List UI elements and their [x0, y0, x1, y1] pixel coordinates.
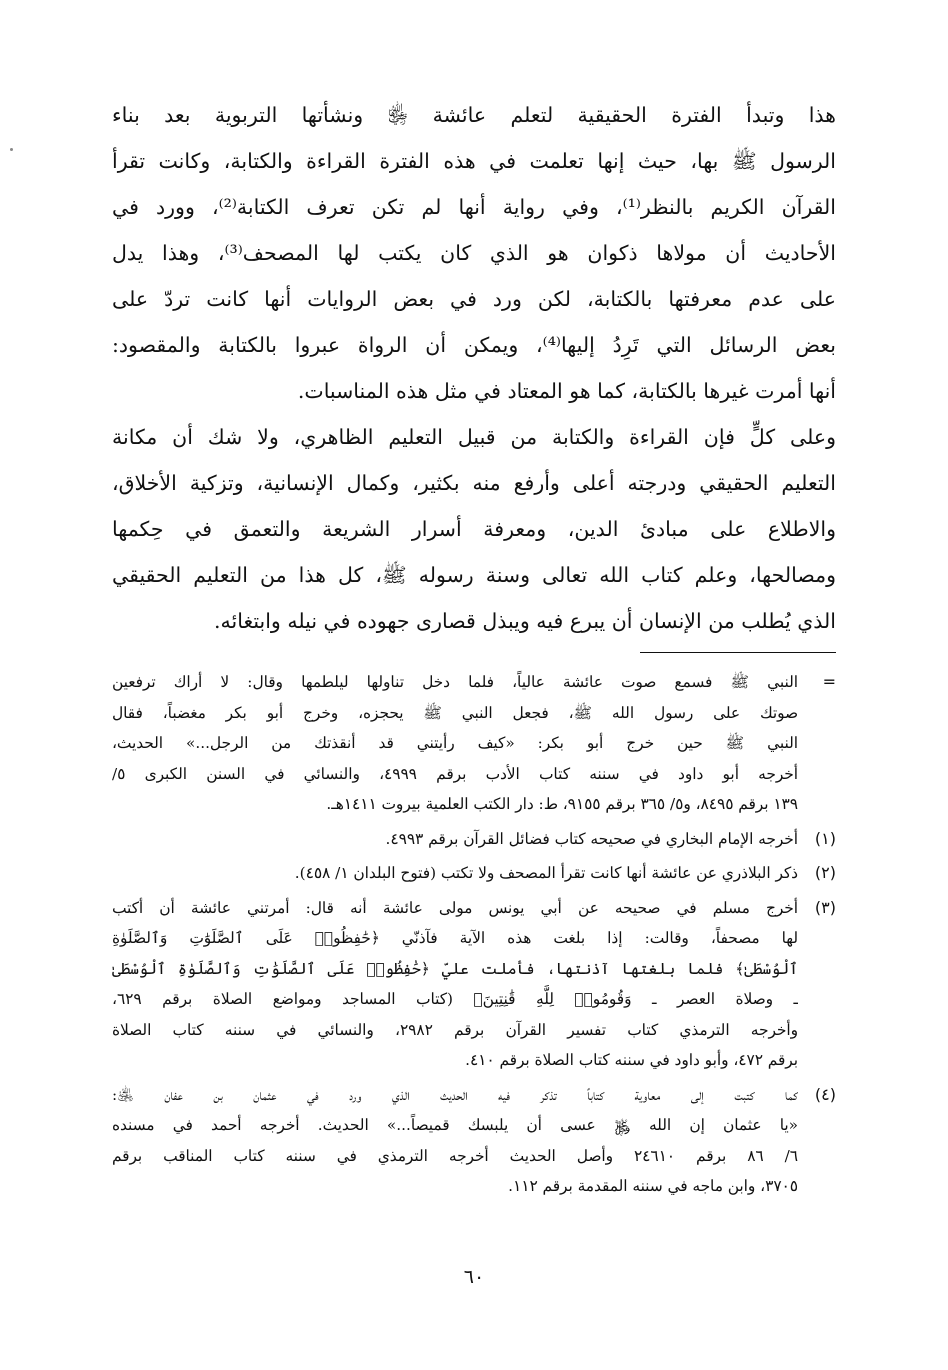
footnote-line: «يا عثمان إن الله ﷿ عسى أن يلبسك قميصاً...» الحديث. أخرجه أحمد في مسنده: [112, 1116, 798, 1134]
page-number: ٦٠: [463, 1266, 485, 1288]
footnote-line: ٣٧٠٥، وابن ماجه في سننه المقدمة برقم ١١٢.: [508, 1177, 798, 1195]
footnote-number: (٤): [814, 1084, 836, 1104]
text-line: بعض الرسائل التي تَرِدُ إليها⁽⁴⁾، ويمكن أن الرواة عبروا بالكتابة والمقصود:: [112, 333, 836, 357]
footnote-line: ١٣٩ برقم ٨٤٩٥، و٥/ ٣٦٥ برقم ٩١٥٥، ط: دار الكتب العلمية بيروت ١٤١١هـ.: [326, 795, 798, 813]
scan-speck: [10, 148, 13, 151]
footnote-line: النبي ﷺ فسمع صوت عائشة عالياً، فلما دخل تناولها ليلطمها وقال: لا أراك ترفعين: [112, 673, 798, 691]
text-line: أنها أمرت غيرها بالكتابة، كما هو المعتاد في مثل هذه المناسبات.: [297, 379, 836, 403]
footnote-line: صوتك على رسول الله ﷺ، فجعل النبي ﷺ يحجزه، وخرج أبو بكر مغضباً، فقال: [112, 703, 798, 722]
footnote-line: ـ وصلاة العصر ـ وَقُومُوا۟ لِلَّهِ قَٰنِتِينَ﴾ (كتاب المساجد ومواضع الصلاة برقم ٦٢٩،: [112, 990, 798, 1008]
footnote-line: أخرجه أبو داود في سننه كتاب الأدب برقم ٤٩٩٩، والنسائي في السنن الكبرى ٥/: [112, 764, 798, 783]
text-line: هذا وتبدأ الفترة الحقيقية لتعلم عائشة ﵂ ونشأتها التربوية بعد بناء: [112, 103, 836, 127]
footnote-line: أخرجه الإمام البخاري في صحيحه كتاب فضائل القرآن برقم ٤٩٩٣.: [385, 829, 798, 848]
footnote-line: لها مصحفاً، وقالت: إذا بلغت هذه الآية فآذنّي ﴿حَٰفِظُوا۟ عَلَى ٱلصَّلَوَٰتِ وَٱلصَّلَوٰةِ: [112, 929, 798, 947]
text-line: وعلى كلٍّ فإن القراءة والكتابة من قبيل التعليم الظاهري، ولا شك أن مكانة: [112, 425, 836, 449]
text-line: الذي يُطلب من الإنسان أن يبرع فيه ويبذل قصارى جهوده في نيله وابتغائه.: [214, 609, 836, 633]
paragraph: [112, 414, 836, 644]
footnote-line: ذكر البلاذري عن عائشة أنها كانت تقرأ المصحف ولا تكتب (فتوح البلدان ١/ ٤٥٨).: [294, 864, 798, 882]
footnote-line: كما كتبت إلى معاوية كتاباً تذكر فيه الحديث الذي ورد في عثمان بن عفان ﵁:: [112, 1085, 798, 1104]
footnote-marker: =: [822, 672, 836, 691]
footnote-line: أخرج مسلم في صحيحه عن أبي يونس مولى عائشة أنه قال: أمرتني عائشة أن أكتب: [112, 898, 798, 917]
text-line: ومصالحها، وعلم كتاب الله تعالى وسنة رسوله ﷺ، كل هذا من التعليم الحقيقي: [112, 563, 836, 587]
text-line: والاطلاع على مبادئ الدين، ومعرفة أسرار الشريعة والتعمق في حِكمها: [112, 517, 836, 541]
text-line: على عدم معرفتها بالكتابة، لكن ورد في بعض الروايات أنها كانت تردّ على: [112, 287, 836, 311]
footnote-number: (٢): [814, 863, 836, 882]
footnotes: [112, 667, 836, 1202]
footnote-1: [112, 824, 836, 855]
text-line: الرسول ﷺ بها، حيث إنها تعلمت في هذه الفترة القراءة والكتابة، وكانت تقرأ: [112, 149, 836, 173]
footnote-2: [112, 858, 836, 889]
footnote-continuation: [112, 667, 836, 820]
footnote-line: النبي ﷺ حين خرج أبو بكر: «كيف رأيتني قد أنقذتك من الرجل...» الحديث،: [112, 734, 798, 752]
footnote-line: وأخرجه الترمذي كتاب تفسير القرآن برقم ٢٩٨٢، والنسائي في سننه كتاب الصلاة: [112, 1020, 798, 1039]
footnote-line: ٱلْوُسْطَىٰ﴾ فلما بلغتها آذنتها، فأملت عليّ ﴿حَٰفِظُوا۟ عَلَى ٱلصَّلَوَٰتِ وَٱلصَّلَوٰةِ ٱلْوُسْطَىٰ: [112, 959, 798, 978]
text-line: القرآن الكريم بالنظر⁽¹⁾، وفي رواية أنها لم تكن تعرف الكتابة⁽²⁾، وورد في: [112, 195, 836, 219]
main-text: [112, 92, 836, 644]
footnote-number: (٣): [814, 897, 836, 917]
paragraph: [112, 92, 836, 414]
footnote-line: برقم ٤٧٢، وأبو داود في سننه كتاب الصلاة برقم ٤١٠.: [465, 1051, 798, 1069]
footnote-number: (١): [814, 828, 836, 848]
footnote-4: [112, 1080, 836, 1202]
footnote-line: ٦/ ٨٦ برقم ٢٤٦١٠ وأصل الحديث أخرجه الترمذي في سننه كتاب المناقب برقم: [112, 1146, 798, 1165]
text-line: الأحاديث أن مولاها ذكوان هو الذي كان يكتب لها المصحف⁽³⁾، وهذا يدل: [112, 241, 836, 265]
text-line: التعليم الحقيقي ودرجته أعلى وأرفع منه بكثير، وكمال الإنسانية، وتزكية الأخلاق،: [112, 471, 836, 495]
footnote-3: [112, 893, 836, 1076]
footnote-separator: [640, 652, 836, 653]
